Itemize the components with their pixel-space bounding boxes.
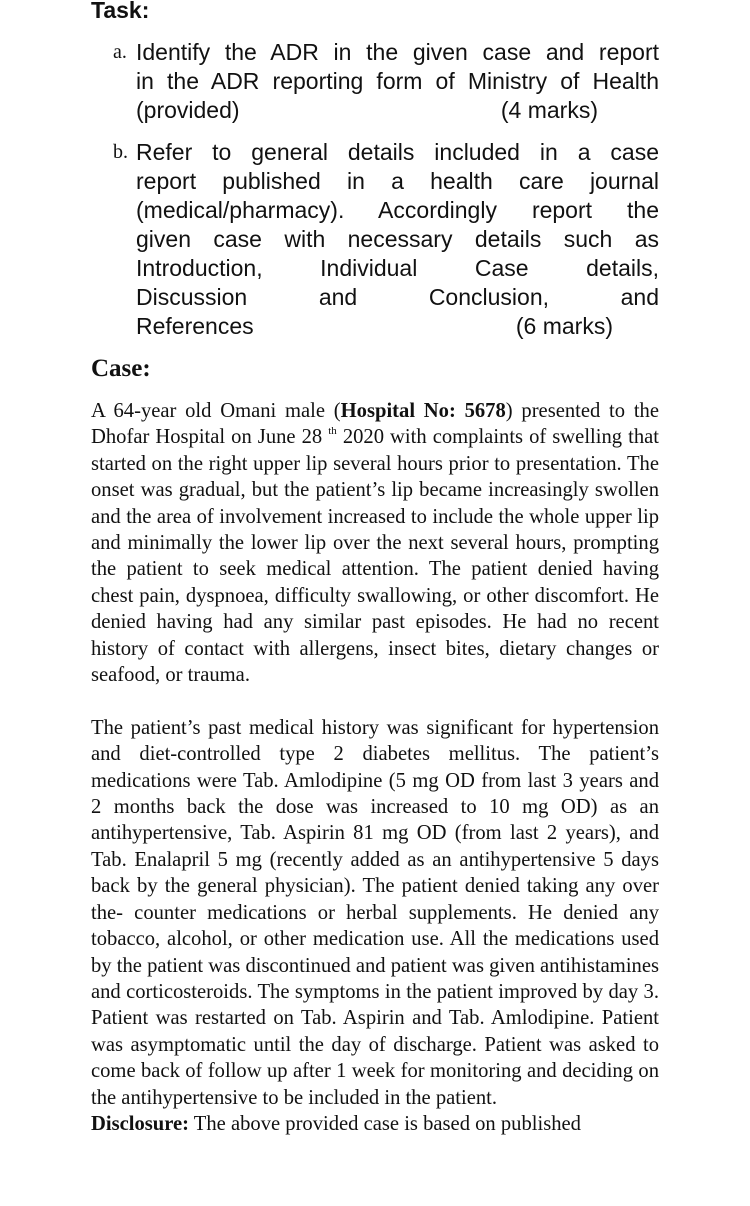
task-item-last-line	[136, 96, 659, 125]
task-item-marks: (4 marks)	[500, 97, 598, 123]
disclosure-line	[91, 1111, 659, 1137]
task-item-last-line	[136, 312, 659, 341]
task-item-line: Identify the ADR in the given case and report	[136, 39, 659, 65]
case-text: 2020 with complaints of swelling that started on the right upper lip several hours prior to presentation. The onset was gradual, but the patient’s lip became increasingly swollen and the area of involvement increased to include the whole upper lip and minimally the lower lip over the next several hours, prompting the patient to seek medical attention. The patient denied having chest pain, dyspnoea, difficulty swallowing, or other discomfort. He denied having had any similar past episodes. He had no recent history of contact with allergens, insect bites, dietary changes or seafood, or trauma.	[91, 426, 659, 687]
disclosure-text: The above provided case is based on published	[189, 1112, 581, 1135]
task-item-text: (provided)	[136, 97, 240, 123]
task-item-marker: a.	[113, 41, 127, 63]
case-body	[91, 398, 659, 1137]
task-item-line: Refer to general details included in a case	[136, 139, 659, 165]
task-item-line: report published in a health care journal	[136, 168, 659, 194]
task-item-line: in the ADR reporting form of Ministry of Health	[136, 68, 659, 94]
task-item-line: Introduction, Individual Case details,	[136, 255, 659, 281]
task-item-a	[91, 38, 659, 125]
task-item-text: References	[136, 313, 254, 339]
task-item-b	[91, 138, 659, 341]
task-item-line: (medical/pharmacy). Accordingly report the	[136, 197, 659, 223]
date-superscript: th	[328, 425, 337, 438]
disclosure-label: Disclosure:	[91, 1112, 190, 1135]
case-text: A 64-year old Omani male (	[91, 400, 341, 422]
case-text: ) presented to the Dhofar Hospital on June 28	[91, 400, 659, 449]
task-heading: Task:	[91, 0, 150, 23]
case-heading: Case:	[91, 355, 151, 382]
case-paragraph-2: The patient’s past medical history was significant for hypertension and diet-controlled type 2 diabetes mellitus. The patient’s medications were Tab. Amlodipine (5 mg OD from last 3 years and 2 months back the dose was increased to 10 mg OD) as an antihypertensive, Tab. Aspirin 81 mg OD (from last 2 years), and Tab. Enalapril 5 mg (recently added as an antihypertensive 5 days back by the general physician). The patient denied taking any over the- counter medications or herbal supplements. He denied any tobacco, alcohol, or other medication use. All the medications used by the patient was discontinued and patient was given antihistamines and corticosteroids. The symptoms in the patient improved by day 3. Patient was restarted on Tab. Aspirin and Tab. Amlodipine. Patient was asymptomatic until the day of discharge. Patient was asked to come back of follow up after 1 week for monitoring and deciding on the antihypertensive to be included in the patient.	[91, 716, 659, 1109]
task-item-marker: b.	[113, 141, 128, 163]
case-paragraph-1	[91, 398, 659, 688]
task-item-marks: (6 marks)	[515, 313, 613, 339]
hospital-number: Hospital No: 5678	[340, 400, 506, 422]
task-item-line: given case with necessary details such as	[136, 226, 659, 252]
task-item-line: Discussion and Conclusion, and	[136, 284, 659, 310]
task-list	[91, 38, 659, 341]
